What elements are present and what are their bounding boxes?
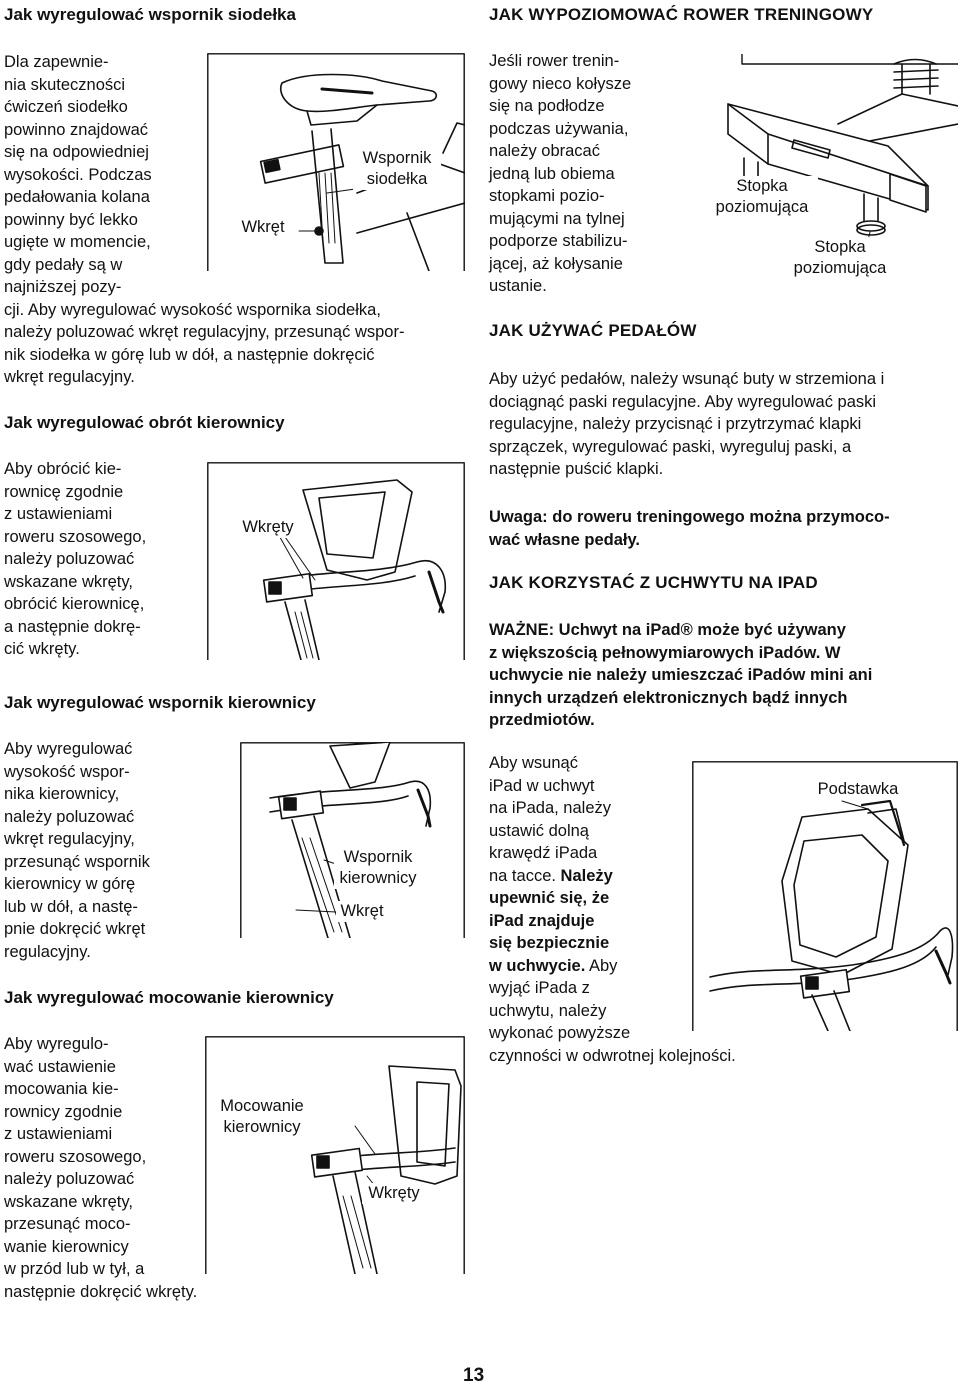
post-label (334, 847, 422, 889)
post-section-text (4, 738, 150, 963)
mount-screws-label: Wkręty (362, 1183, 426, 1204)
level-text-line: Jeśli rower trenin- (489, 52, 620, 70)
mount-text-line: wać ustawienie (4, 1057, 116, 1076)
mount-text-line: w przód lub w tył, a (4, 1260, 145, 1278)
level-section-text (489, 50, 631, 298)
rotate-screws-label: Wkręty (236, 517, 300, 538)
handlebar-rotate-figure (207, 462, 465, 660)
seat-text-line: ćwiczeń siodełko (4, 98, 128, 116)
level-text-line: podczas używania, (489, 119, 629, 138)
post-text-line: pnie dokręcić wkręt (4, 920, 146, 938)
ipad-important-line: przedmiotów. (489, 711, 595, 729)
mount-text-line: wanie kierownicy (4, 1237, 129, 1256)
ipad-text-line: Aby wsunąć (489, 754, 578, 772)
level-text-line: podporze stabilizu- (489, 232, 628, 250)
seat-text-line: należy poluzować wkręt regulacyjny, przesunąć wspor- (4, 323, 405, 341)
seat-text-line: nik siodełka w górę lub w dół, a następnie dokręcić (4, 345, 375, 364)
pedals-text-line: następnie puścić klapki. (489, 460, 664, 478)
level-text-line: jącej, aż kołysanie (489, 254, 623, 273)
mount-text-line: przesunąć moco- (4, 1215, 131, 1233)
seat-text-line: najniższej pozy- (4, 278, 122, 296)
post-screw-label: Wkręt (336, 901, 388, 922)
seat-text-line: Dla zapewnie- (4, 53, 109, 71)
mount-label-line: kierownicy (223, 1118, 301, 1136)
ipad-emphasis: Należy (560, 866, 613, 885)
seat-text-line: pedałowania kolana (4, 188, 150, 206)
ipad-text-line: uchwytu, należy (489, 1001, 607, 1020)
seat-post-label-line: Wspornik (362, 149, 432, 167)
post-text-line: kierownicy w górę (4, 875, 136, 893)
rotate-text-line: Aby obrócić kie- (4, 460, 122, 478)
post-label-line: Wspornik (343, 848, 413, 866)
level-text-line: ustanie. (489, 277, 547, 295)
ipad-text-line: ustawić dolną (489, 821, 589, 840)
level-text-line: mującymi na tylnej (489, 209, 625, 228)
pedals-note-line: wać własne pedały. (489, 530, 641, 549)
mount-text-line: z ustawieniami (4, 1125, 113, 1143)
seat-text-line: powinny być lekko (4, 210, 138, 229)
ipad-stand-label: Podstawka (808, 779, 908, 800)
pedals-text-line: regulacyjne, należy przycisnąć i przytrzymać klapki (489, 415, 862, 433)
mount-section-title: Jak wyregulować mocowanie kierownicy (4, 988, 334, 1007)
ipad-text-line: krawędź iPada (489, 844, 598, 862)
ipad-text-line: na tacce. Należy (489, 866, 613, 885)
foot2-label-line: Stopka (814, 238, 866, 256)
ipad-section-title: JAK KORZYSTAĆ Z UCHWYTU NA IPAD (489, 573, 818, 592)
mount-text-line: Aby wyregulo- (4, 1035, 109, 1053)
ipad-section-text (489, 752, 736, 1067)
mount-text-line: następnie dokręcić wkręty. (4, 1282, 198, 1301)
ipad-text-line (489, 932, 736, 955)
rotate-text-line: z ustawieniami (4, 505, 113, 523)
ipad-important-line: innych urządzeń elektronicznych bądź innych (489, 688, 848, 707)
foot2-label-line: poziomująca (793, 259, 887, 277)
post-text-line: należy poluzować (4, 807, 135, 826)
level-text-line: stopkami pozio- (489, 187, 605, 205)
seat-text-line: cji. Aby wyregulować wysokość wspornika siodełka, (4, 300, 381, 319)
rotate-text-line: a następnie dokrę- (4, 617, 141, 636)
ipad-emphasis: iPad znajduje (489, 911, 595, 930)
seat-section-title: Jak wyregulować wspornik siodełka (4, 5, 296, 24)
post-text-line: przesunąć wspornik (4, 852, 150, 871)
seat-text-line: ugięte w momencie, (4, 233, 151, 251)
mount-section-text (4, 1033, 197, 1303)
pedals-note (489, 506, 890, 551)
seat-text-line: wkręt regulacyjny. (4, 368, 135, 386)
pedals-section-text (489, 368, 884, 481)
seat-text-line: gdy pedały są w (4, 255, 123, 274)
leveling-foot-label-2 (784, 237, 896, 279)
rotate-text-line: roweru szosowego, (4, 527, 147, 546)
pedals-section-title: JAK UŻYWAĆ PEDAŁÓW (489, 321, 697, 340)
level-section-title: JAK WYPOZIOMOWAĆ ROWER TRENINGOWY (489, 5, 874, 24)
ipad-text-line: wykonać powyższe (489, 1024, 631, 1042)
mount-text-line: roweru szosowego, (4, 1147, 147, 1166)
rotate-text-line: wskazane wkręty, (4, 572, 133, 591)
foot1-label-line: poziomująca (715, 198, 809, 216)
leveling-foot-label-1 (706, 176, 818, 218)
level-text-line: jedną lub obiema (489, 164, 615, 183)
seat-post-label-line: siodełka (366, 170, 428, 188)
mount-text-line: wskazane wkręty, (4, 1192, 133, 1211)
ipad-emphasis: upewnić się, że (489, 889, 610, 907)
ipad-important-line: WAŻNE: Uchwyt na iPad® może być używany (489, 621, 846, 639)
post-text-line: wkręt regulacyjny, (4, 830, 135, 848)
post-text-line: lub w dół, a nastę- (4, 897, 138, 916)
rotate-text-line: należy poluzować (4, 550, 135, 568)
level-text-line: się na podłodze (489, 97, 605, 115)
ipad-text-line: na iPada, należy (489, 799, 612, 817)
mount-text-line: mocowania kie- (4, 1080, 119, 1098)
mount-text-line: rownicy zgodnie (4, 1102, 123, 1121)
ipad-important-line: uchwycie nie należy umieszczać iPadów mini ani (489, 666, 873, 684)
ipad-emphasis: w uchwycie. (489, 956, 586, 975)
seat-text-line: nia skuteczności (4, 75, 126, 94)
rotate-section-text (4, 458, 146, 661)
post-text-line: nika kierownicy, (4, 785, 120, 803)
post-label-line: kierownicy (339, 869, 417, 887)
pedals-text-line: Aby użyć pedałów, należy wsunąć buty w strzemiona i (489, 370, 885, 388)
seat-screw-label: Wkręt (233, 217, 293, 238)
post-text-line: Aby wyregulować (4, 740, 133, 758)
rotate-text-line: obrócić kierownicę, (4, 595, 145, 613)
rotate-section-title: Jak wyregulować obrót kierownicy (4, 413, 285, 432)
seat-text-line: się na odpowiedniej (4, 143, 149, 161)
rotate-text-line: cić wkręty. (4, 640, 80, 658)
foot1-label-line: Stopka (736, 177, 788, 195)
ipad-text-line: wyjąć iPada z (489, 979, 590, 997)
ipad-emphasis: się bezpiecznie (489, 934, 610, 952)
ipad-text-line: iPad w uchwyt (489, 776, 595, 795)
page-number: 13 (463, 1365, 485, 1386)
level-text-line: należy obracać (489, 142, 600, 160)
post-text-line: wysokość wspor- (4, 762, 130, 781)
ipad-text-line (489, 887, 736, 910)
post-text-line: regulacyjny. (4, 942, 91, 961)
post-section-title: Jak wyregulować wspornik kierownicy (4, 693, 316, 712)
pedals-text-line: sprzączek, wyregulować paski, wyreguluj paski, a (489, 437, 852, 456)
pedals-text-line: dociągnąć paski regulacyjne. Aby wyregulować paski (489, 392, 877, 411)
mount-label (211, 1096, 313, 1138)
ipad-important-note (489, 619, 872, 732)
ipad-important-line: z większością pełnowymiarowych iPadów. W (489, 643, 841, 662)
rotate-text-line: rownicę zgodnie (4, 482, 124, 501)
level-text-line: gowy nieco kołysze (489, 74, 632, 93)
mount-text-line: należy poluzować (4, 1170, 135, 1188)
mount-label-line: Mocowanie (220, 1097, 304, 1115)
seat-text-line: wysokości. Podczas (4, 165, 152, 184)
seat-section-text (4, 51, 404, 389)
pedals-note-line: Uwaga: do roweru treningowego można przymoco- (489, 508, 890, 526)
ipad-text-line: w uchwycie. Aby (489, 956, 618, 975)
seat-text-line: powinno znajdować (4, 120, 149, 139)
ipad-text-line: czynności w odwrotnej kolejności. (489, 1046, 736, 1065)
ipad-text-line (489, 910, 736, 933)
handlebar-mount-figure (205, 1036, 465, 1274)
